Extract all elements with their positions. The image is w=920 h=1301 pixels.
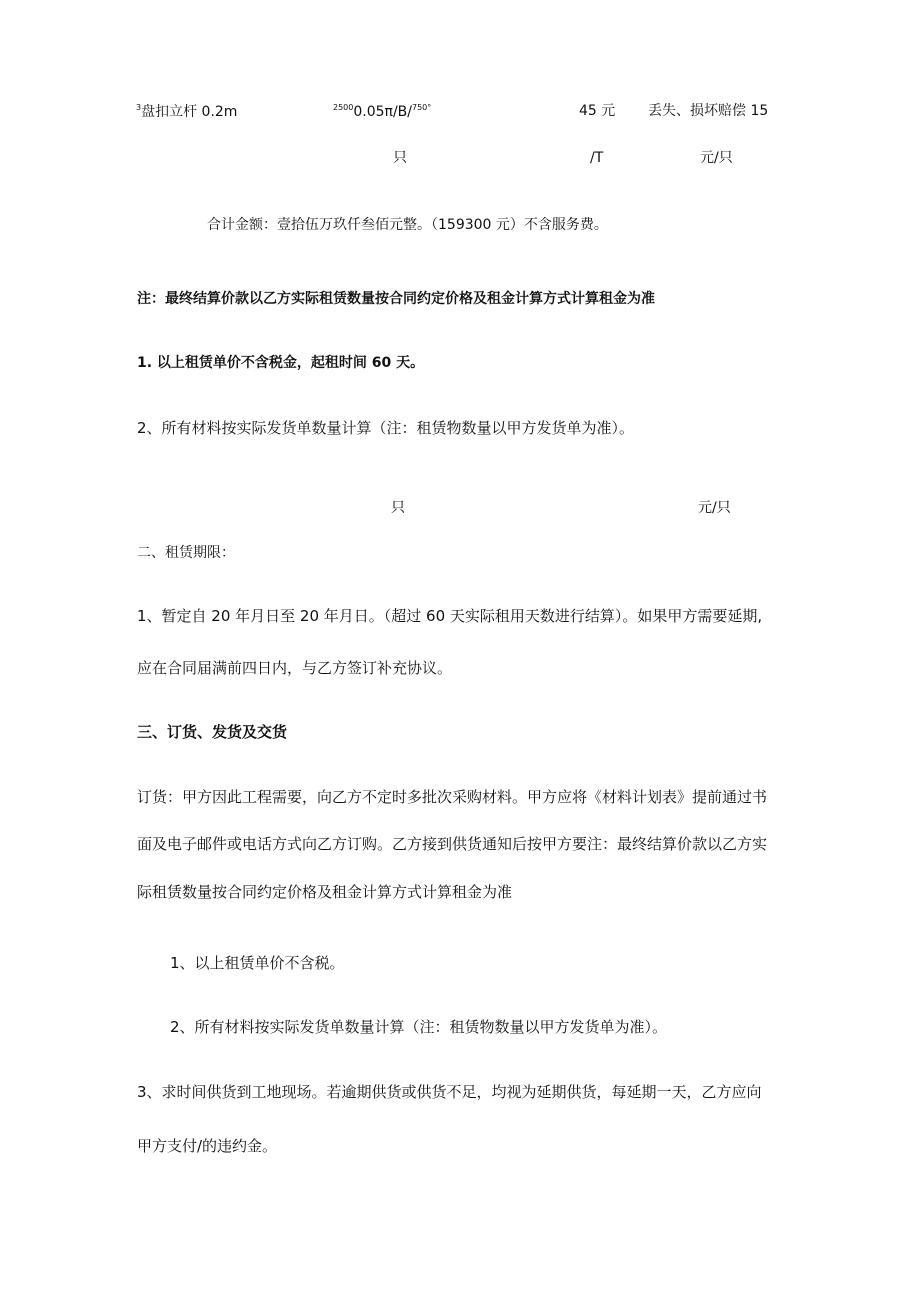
note-item-2: 2、所有材料按实际发货单数量计算（注：租赁物数量以甲方发货单为准）。 (137, 419, 635, 437)
section-3-item-3-line1: 3、求时间供货到工地现场。若逾期供货或供货不足，均视为延期供货，每延期一天，乙方应向 (137, 1083, 762, 1101)
item-name (136, 104, 237, 119)
units-row-qty: 只 (391, 500, 405, 516)
units-row-price: 元/只 (698, 500, 731, 516)
unit-qty: 只 (393, 150, 407, 166)
spec-main: 0.05π/B/ (353, 104, 412, 120)
section-3-para-line1: 订货：甲方因此工程需要，向乙方不定时多批次采购材料。甲方应将《材料计划表》提前通过书 (137, 788, 768, 806)
section-3-para-line2: 面及电子邮件或电话方式向乙方订购。乙方接到供货通知后按甲方要注：最终结算价款以乙方实 (137, 835, 768, 853)
note-line: 注：最终结算价款以乙方实际租赁数量按合同约定价格及租金计算方式计算租金为准 (137, 291, 655, 307)
note-item-1: 1. 以上租赁单价不含税金，起租时间 60 天。 (137, 355, 425, 371)
spec-suffix: 750° (412, 103, 432, 112)
section-2-para-line1: 1、暂定自 20 年月日至 20 年月日。（超过 60 天实际租用天数进行结算）。如果甲方需要延期, (137, 607, 763, 625)
unit-price: /T (590, 150, 604, 166)
section-3-item-3-line2: 甲方支付/的违约金。 (137, 1137, 278, 1155)
item-spec (333, 104, 431, 119)
section-3-item-2: 2、所有材料按实际发货单数量计算（注：租赁物数量以甲方发货单为准）。 (170, 1018, 668, 1036)
unit-loss: 元/只 (700, 150, 733, 166)
item-name-text: 盘扣立杆 0.2m (141, 104, 238, 120)
total-amount-line: 合计金额：壹拾伍万玖仟叁佰元整。（159300 元）不含服务费。 (207, 217, 608, 233)
section-3-heading: 三、订货、发货及交货 (137, 723, 288, 741)
item-prefix: 3 (136, 103, 142, 112)
item-loss-text: 丢失、损坏赔偿 15 (648, 103, 769, 119)
section-3-item-1: 1、以上租赁单价不含税。 (170, 954, 345, 972)
item-price: 45 元 (579, 103, 616, 119)
spec-prefix: 2500 (333, 103, 354, 112)
section-3-para-line3: 际租赁数量按合同约定价格及租金计算方式计算租金为准 (137, 883, 513, 901)
section-2-para-line2: 应在合同届满前四日内，与乙方签订补充协议。 (137, 659, 453, 677)
section-2-heading: 二、租赁期限： (137, 545, 235, 561)
